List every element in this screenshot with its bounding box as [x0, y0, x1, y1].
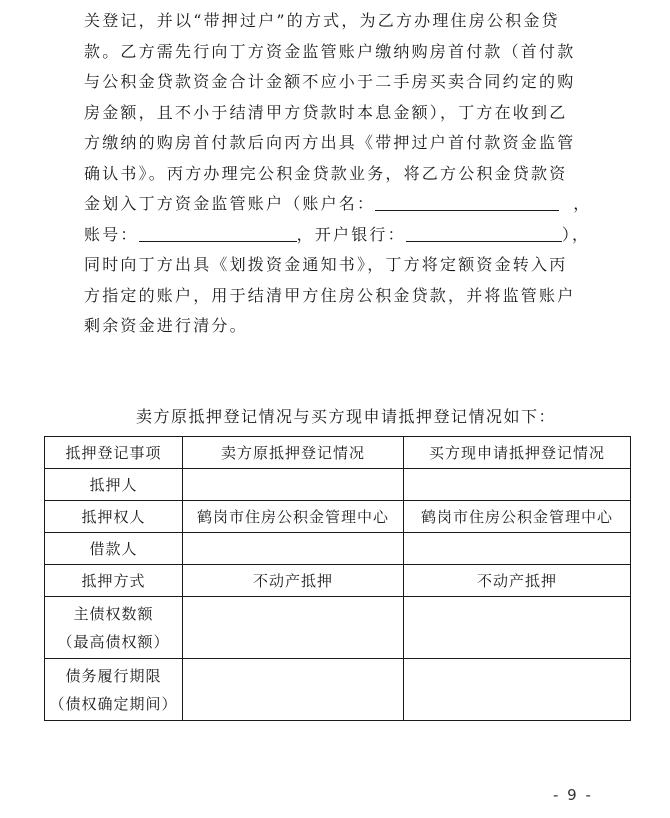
mortgage-table: [44, 436, 631, 721]
table-row: [45, 565, 631, 597]
row-item-line1: 债务履行期限: [65, 666, 162, 685]
row-buyer[interactable]: [404, 469, 631, 501]
header-buyer: 买方现申请抵押登记情况: [404, 437, 631, 469]
header-seller: 卖方原抵押登记情况: [183, 437, 404, 469]
row-item-line2: （最高债权额）: [57, 632, 170, 651]
table-row: [45, 501, 631, 533]
paragraph-line: [84, 220, 591, 251]
table-row: [45, 597, 631, 659]
row-item: 抵押人: [45, 469, 183, 501]
paragraph-line: 款。乙方需先行向丁方资金监管账户缴纳购房首付款（首付款: [84, 41, 576, 61]
row-item-line2: （债权确定期间）: [49, 694, 178, 713]
table-row: [45, 533, 631, 565]
row-item: 抵押权人: [45, 501, 183, 533]
paragraph-line: [84, 189, 592, 220]
paragraph-line: 方指定的账户，用于结清甲方住房公积金贷款，并将监管账户: [84, 285, 576, 305]
row-item: 抵押方式: [45, 565, 183, 597]
table-header-row: [45, 437, 631, 469]
page-number: - 9 -: [553, 786, 593, 804]
row-buyer[interactable]: 鹤岗市住房公积金管理中心: [404, 501, 631, 533]
row-buyer[interactable]: [404, 533, 631, 565]
row-seller[interactable]: 不动产抵押: [183, 565, 404, 597]
paragraph-line: 与公积金贷款资金合计金额不应小于二手房买卖合同约定的购: [84, 72, 576, 91]
table-intro: 卖方原抵押登记情况与买方现申请抵押登记情况如下：: [135, 407, 556, 426]
comma: ，: [573, 194, 592, 213]
bank-blank[interactable]: [406, 223, 562, 242]
account-name-label: 金划入丁方资金监管账户（账户名：: [84, 194, 376, 213]
row-buyer[interactable]: [404, 659, 631, 721]
row-seller[interactable]: 鹤岗市住房公积金管理中心: [183, 501, 404, 533]
paragraph-line: 关登记，并以“带押过户”的方式，为乙方办理住房公积金贷: [84, 11, 560, 30]
paragraph-line: 房金额，且不小于结清甲方贷款时本息金额），丁方在收到乙: [84, 102, 568, 122]
closing-paren: ），: [561, 224, 591, 244]
row-item: [45, 597, 183, 659]
header-item: 抵押登记事项: [45, 437, 183, 469]
account-name-blank[interactable]: [375, 192, 559, 211]
bank-label: ，开户银行：: [296, 224, 406, 244]
row-seller[interactable]: [183, 533, 404, 565]
paragraph-line: 方缴纳的购房首付款后向丙方出具《带押过户首付款资金监管: [84, 133, 576, 152]
row-buyer[interactable]: [404, 597, 631, 659]
paragraph-line: 剩余资金进行清分。: [84, 316, 248, 335]
row-item: 借款人: [45, 533, 183, 565]
account-number-blank[interactable]: [139, 223, 297, 242]
paragraph-line: 同时向丁方出具《划拨资金通知书》，丁方将定额资金转入丙: [84, 255, 568, 274]
account-number-label: 账号：: [84, 224, 139, 244]
row-seller[interactable]: [183, 469, 404, 501]
row-item: [45, 659, 183, 721]
row-seller[interactable]: [183, 659, 404, 721]
table-row: [45, 659, 631, 721]
paragraph-line: 确认书》。丙方办理完公积金贷款业务，将乙方公积金贷款资: [84, 163, 568, 183]
row-buyer[interactable]: 不动产抵押: [404, 565, 631, 597]
table-row: [45, 469, 631, 501]
row-item-line1: 主债权数额: [73, 604, 154, 623]
row-seller[interactable]: [183, 597, 404, 659]
contract-paragraph: [84, 6, 592, 342]
